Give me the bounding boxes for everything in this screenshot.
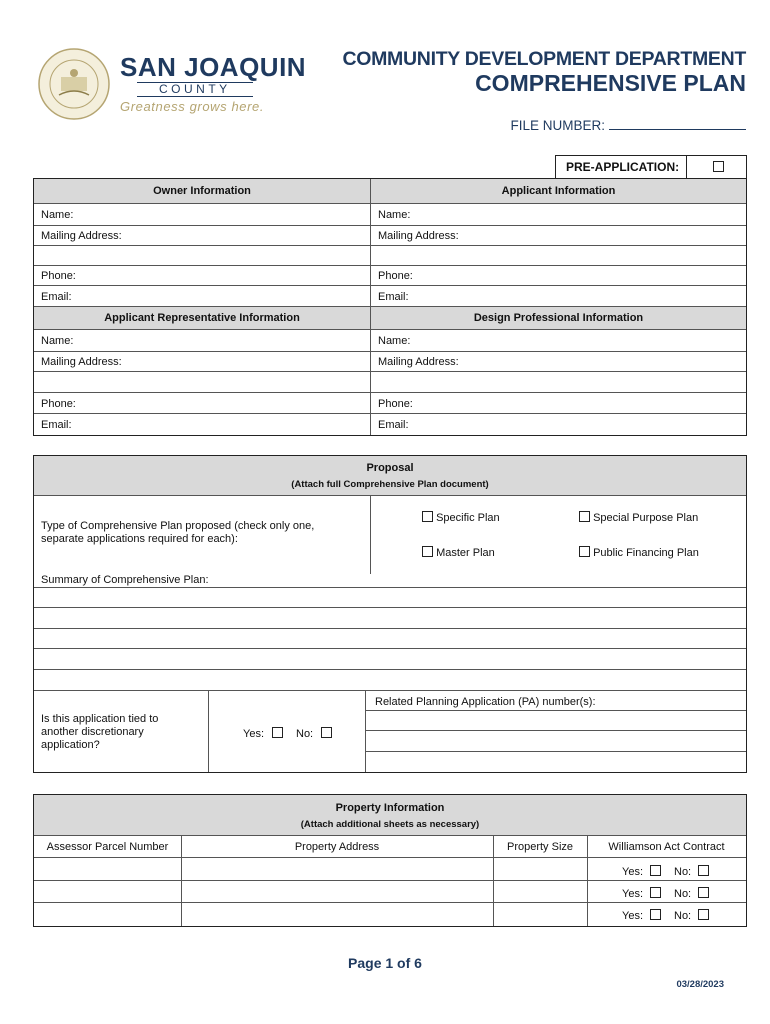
rep-mailing-field[interactable]: Mailing Address:: [41, 356, 122, 368]
tied-no-checkbox[interactable]: [321, 727, 332, 738]
no-label: No:: [674, 910, 692, 922]
option-specific-plan[interactable]: [422, 511, 500, 524]
summary-label: Summary of Comprehensive Plan:: [41, 574, 209, 586]
pre-application-box: [555, 155, 747, 179]
master-plan-checkbox[interactable]: [422, 546, 433, 557]
col-williamson: Williamson Act Contract: [608, 841, 725, 853]
public-financing-plan-label: Public Financing Plan: [593, 547, 699, 559]
owner-phone-field[interactable]: Phone:: [41, 270, 76, 282]
pre-application-label: PRE-APPLICATION:: [566, 160, 680, 174]
logo-tagline: Greatness grows here.: [120, 99, 265, 114]
tied-yes-checkbox[interactable]: [272, 727, 283, 738]
col-address: Property Address: [294, 841, 380, 853]
proposal-subheader: (Attach full Comprehensive Plan document): [291, 479, 489, 490]
williamson-row1-yes[interactable]: [622, 865, 661, 878]
option-master-plan[interactable]: [422, 546, 495, 559]
public-financing-plan-checkbox[interactable]: [579, 546, 590, 557]
yes-label: Yes:: [622, 866, 644, 878]
design-phone-field[interactable]: Phone:: [378, 398, 413, 410]
proposal-header-block: [34, 456, 746, 495]
plan-type-question: Type of Comprehensive Plan proposed (check only one, separate applications required for each):: [41, 520, 315, 545]
revision-date: 03/28/2023: [676, 979, 724, 990]
proposal-table: [33, 455, 747, 773]
pre-application-checkbox[interactable]: [713, 161, 724, 172]
yes-label: Yes:: [622, 910, 644, 922]
design-name-field[interactable]: Name:: [378, 335, 411, 347]
proposal-header: Proposal: [366, 462, 414, 474]
rep-info-header: Applicant Representative Information: [34, 307, 370, 329]
no-label: No:: [674, 866, 692, 878]
tied-no-option[interactable]: [296, 727, 332, 740]
rep-phone-field[interactable]: Phone:: [41, 398, 76, 410]
no-label: No:: [674, 888, 692, 900]
williamson-row2-yes[interactable]: [622, 887, 661, 900]
yes-label: Yes:: [622, 888, 644, 900]
row1-no-checkbox[interactable]: [698, 865, 709, 876]
related-pa-label: Related Planning Application (PA) number(s):: [375, 696, 596, 708]
file-number-label: FILE NUMBER:: [510, 118, 605, 133]
applicant-phone-field[interactable]: Phone:: [378, 270, 413, 282]
applicant-info-header: Applicant Information: [371, 179, 746, 203]
design-mailing-field[interactable]: Mailing Address:: [378, 356, 459, 368]
tied-question: Is this application tied to another discretionary application?: [41, 713, 159, 751]
tied-yes-option[interactable]: [243, 727, 283, 740]
williamson-row3-no[interactable]: [674, 909, 709, 922]
tied-yes-label: Yes:: [243, 728, 265, 740]
owner-info-header: Owner Information: [34, 179, 370, 203]
master-plan-label: Master Plan: [436, 547, 495, 559]
williamson-row3-yes[interactable]: [622, 909, 661, 922]
owner-name-field[interactable]: Name:: [41, 209, 74, 221]
row1-yes-checkbox[interactable]: [650, 865, 661, 876]
option-public-financing-plan[interactable]: [579, 546, 699, 559]
page-number: Page 1 of 6: [348, 955, 422, 971]
related-pa-field[interactable]: [366, 711, 746, 772]
property-header: Property Information: [335, 802, 445, 814]
property-subheader: (Attach additional sheets as necessary): [300, 819, 480, 830]
form-title: COMPREHENSIVE PLAN: [475, 70, 746, 96]
owner-email-field[interactable]: Email:: [41, 291, 72, 303]
rep-name-field[interactable]: Name:: [41, 335, 74, 347]
row2-yes-checkbox[interactable]: [650, 887, 661, 898]
county-seal-logo: [37, 47, 111, 121]
tied-no-label: No:: [296, 728, 314, 740]
file-number-field[interactable]: [609, 117, 746, 130]
row3-yes-checkbox[interactable]: [650, 909, 661, 920]
applicant-name-field[interactable]: Name:: [378, 209, 411, 221]
row3-no-checkbox[interactable]: [698, 909, 709, 920]
col-size: Property Size: [506, 841, 574, 853]
rep-email-field[interactable]: Email:: [41, 419, 72, 431]
property-header-block: [34, 795, 746, 835]
col-apn: Assessor Parcel Number: [46, 841, 169, 853]
option-special-purpose-plan[interactable]: [579, 511, 698, 524]
applicant-mailing-field[interactable]: Mailing Address:: [378, 230, 459, 242]
williamson-row1-no[interactable]: [674, 865, 709, 878]
row2-no-checkbox[interactable]: [698, 887, 709, 898]
logo-name-line2: COUNTY: [137, 82, 253, 97]
williamson-row2-no[interactable]: [674, 887, 709, 900]
owner-mailing-field[interactable]: Mailing Address:: [41, 230, 122, 242]
specific-plan-label: Specific Plan: [436, 512, 500, 524]
contacts-table: [33, 178, 747, 436]
applicant-email-field[interactable]: Email:: [378, 291, 409, 303]
special-purpose-plan-checkbox[interactable]: [579, 511, 590, 522]
logo-name-line1: SAN JOAQUIN: [120, 52, 307, 82]
design-info-header: Design Professional Information: [371, 307, 746, 329]
summary-field[interactable]: [34, 588, 746, 689]
file-number: [510, 117, 746, 133]
special-purpose-plan-label: Special Purpose Plan: [593, 512, 699, 524]
department-title: COMMUNITY DEVELOPMENT DEPARTMENT: [342, 48, 746, 70]
specific-plan-checkbox[interactable]: [422, 511, 433, 522]
design-email-field[interactable]: Email:: [378, 419, 409, 431]
property-table: [33, 794, 747, 927]
